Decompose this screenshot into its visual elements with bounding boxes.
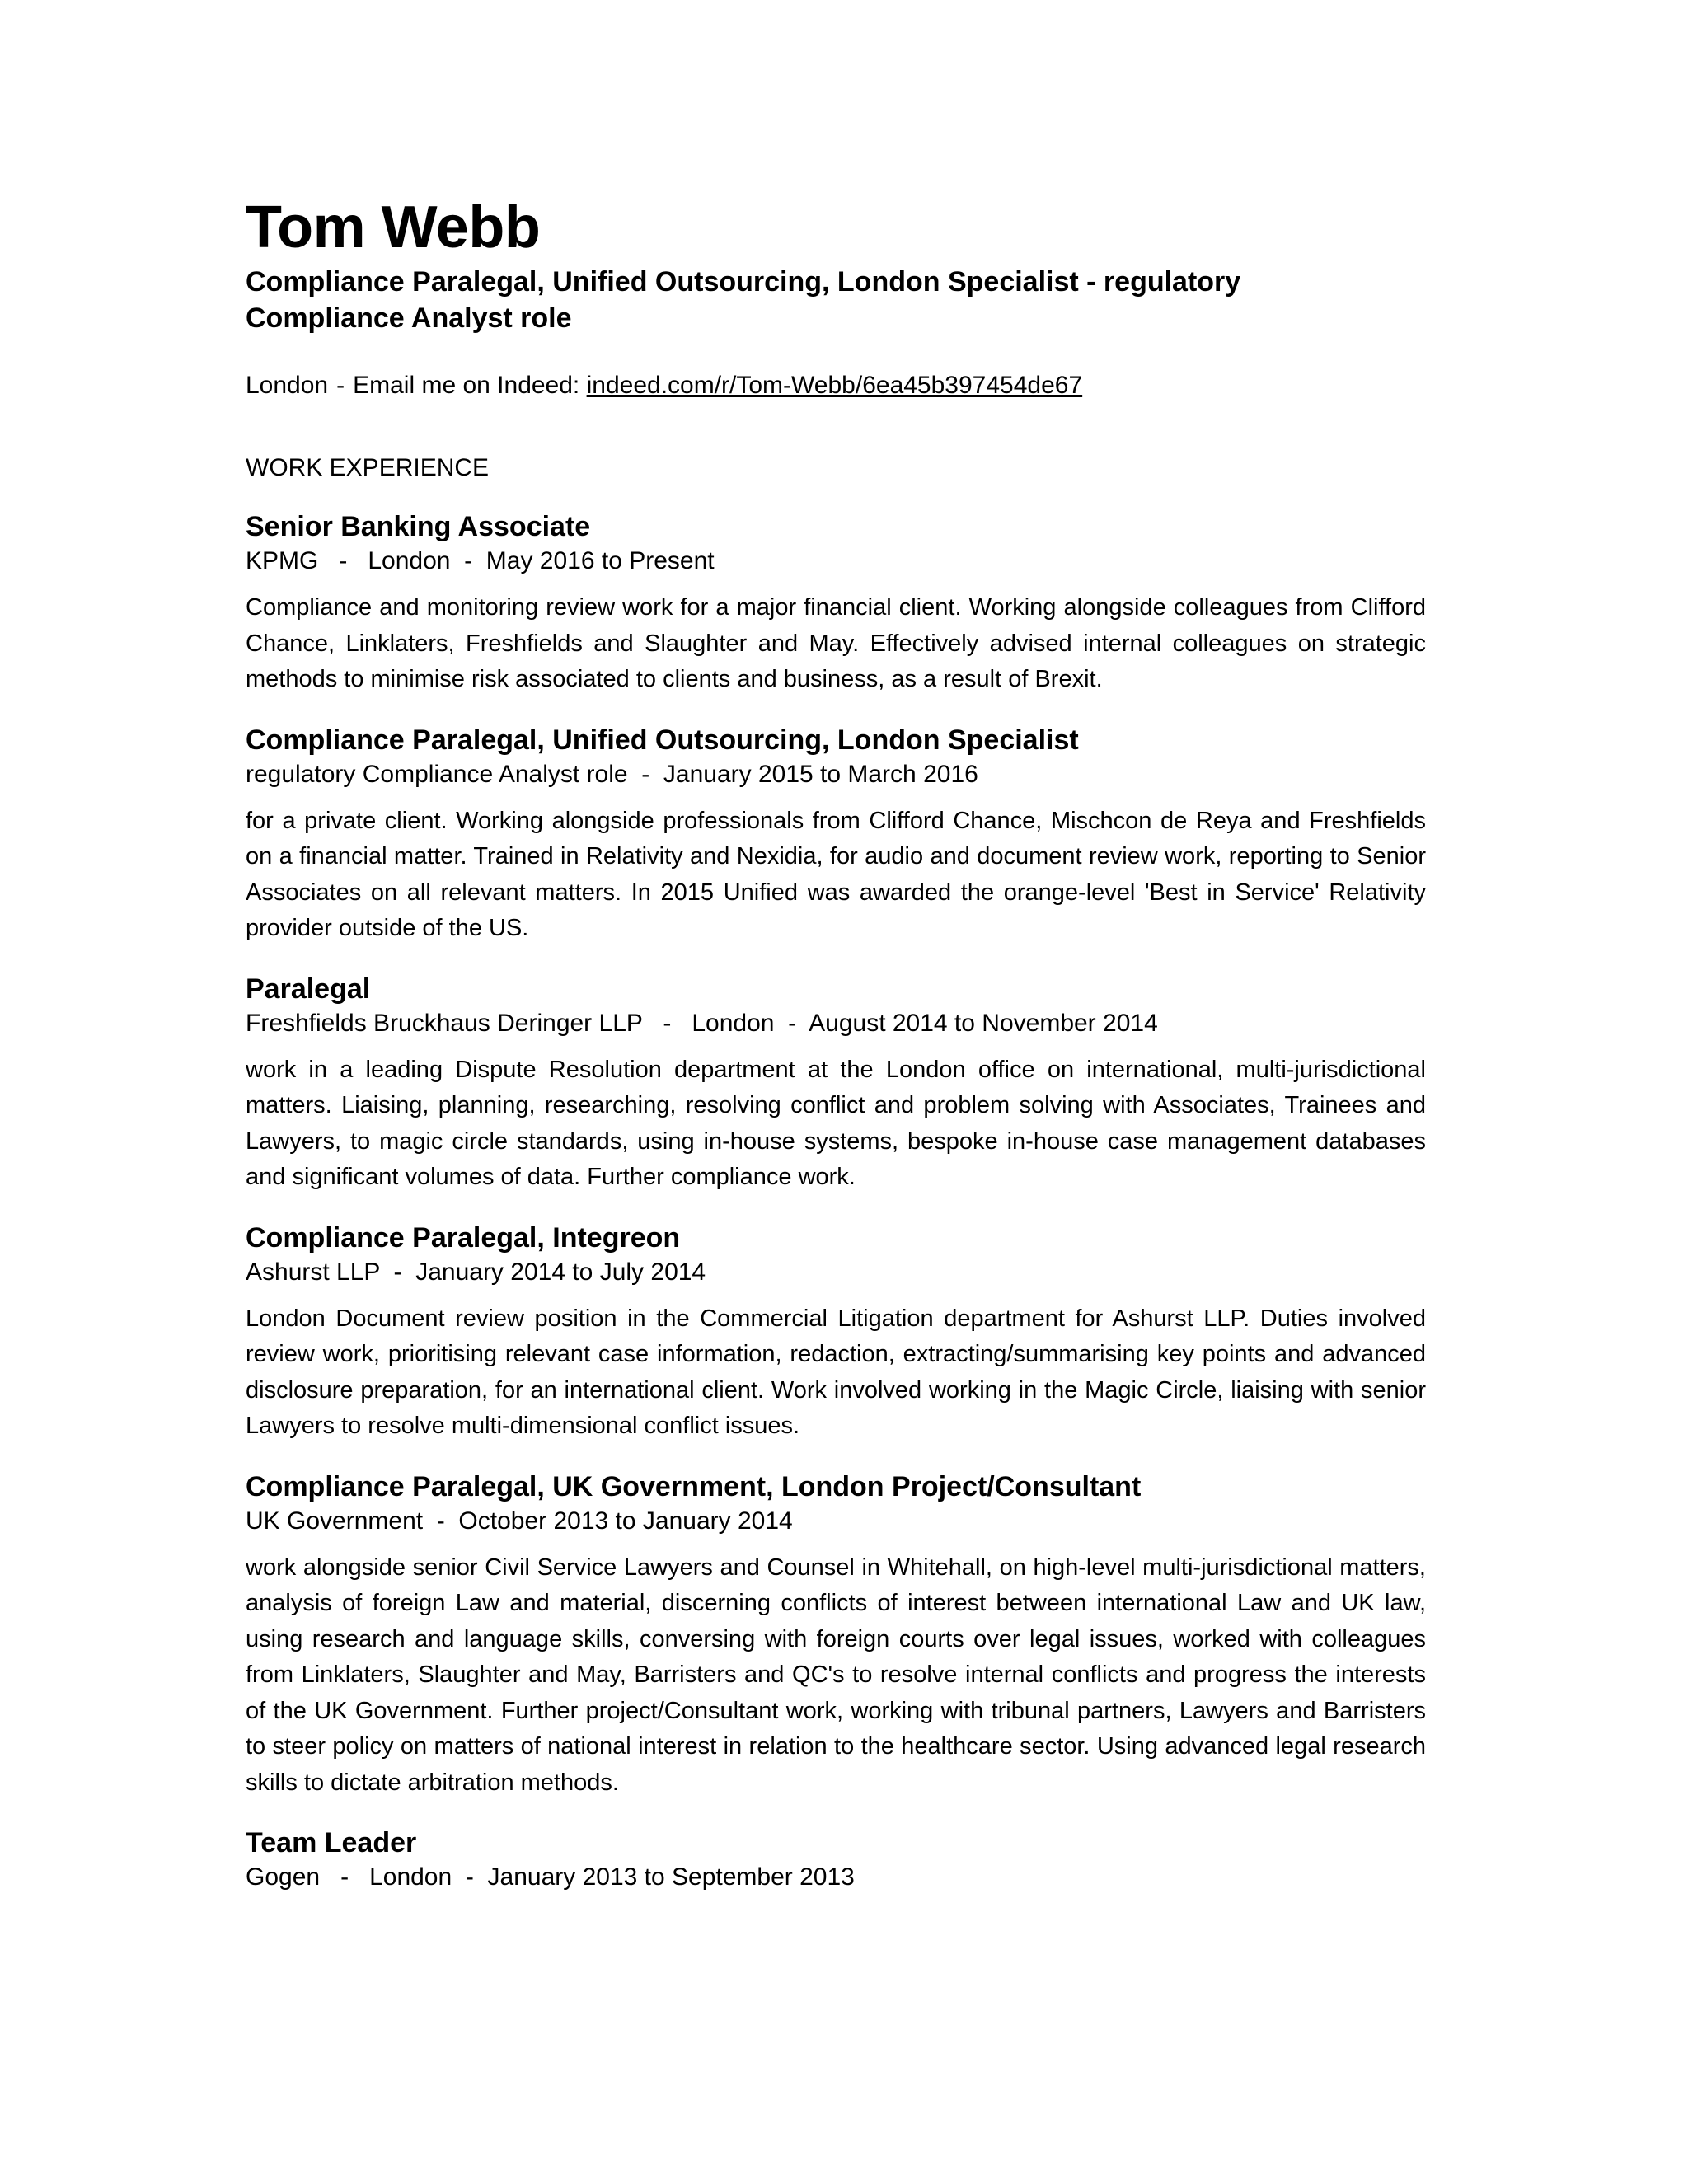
job-description: Compliance and monitoring review work for a major financial client. Working alongside colleagues from Clifford Chance, Linklaters, Freshfields and Slaughter and May. Effectively advised internal colleagues on strategic methods to minimise risk associated to clients and business, as a result of Brexit. [246,594,1426,692]
job-meta: regulatory Compliance Analyst role - January 2015 to March 2016 [246,760,978,788]
job-meta: UK Government - October 2013 to January 2014 [246,1507,793,1535]
job-title: Compliance Paralegal, Unified Outsourcing, London Specialist [246,724,1079,756]
location: London [246,372,329,399]
headline-line-2: Compliance Analyst role [246,302,572,334]
email-label: Email me on Indeed: [353,372,580,399]
section-title-work-experience: WORK EXPERIENCE [246,454,490,481]
job-meta: Gogen - London - January 2013 to September 2013 [246,1863,855,1891]
indeed-profile-link[interactable]: indeed.com/r/Tom-Webb/6ea45b397454de67 [586,372,1083,399]
job-title: Paralegal [246,972,371,1005]
contact-line [246,369,1426,402]
separator: - [336,372,345,399]
job-description: work in a leading Dispute Resolution department at the London office on international, multi-jurisdictional matters. Liaising, planning, researching, resolving conflict and problem solving with Associates, Trainees and Lawyers, to magic circle standards, using in-house systems, bespoke in-house case management databases and significant volumes of data. Further compliance work. [246,1056,1426,1190]
job-title: Senior Banking Associate [246,511,591,542]
resume-page [246,194,1426,1919]
job-description: work alongside senior Civil Service Lawyers and Counsel in Whitehall, on high-level multi-jurisdictional matters, analysis of foreign Law and material, discerning conflicts of interest between international Law and UK law, using research and language skills, conversing with foreign courts over legal issues, worked with colleagues from Linklaters, Slaughter and May, Barristers and QC's to resolve internal conflicts and progress the interests of the UK Government. Further project/Consultant work, working with tribunal partners, Lawyers and Barristers to steer policy on matters of national interest in relation to the healthcare sector. Using advanced legal research skills to dictate arbitration methods. [246,1554,1426,1796]
job-entry [246,1221,1426,1445]
job-meta: Ashurst LLP - January 2014 to July 2014 [246,1258,706,1286]
job-description: London Document review position in the Commercial Litigation department for Ashurst LLP. Duties involved review work, prioritising relevant case information, redaction, extracting/summarising key points and advanced disclosure preparation, for an international client. Work involved working in the Magic Circle, liaising with senior Lawyers to resolve multi-dimensional conflict issues. [246,1305,1426,1439]
headline-line-1: Compliance Paralegal, Unified Outsourcing, London Specialist - regulatory [246,266,1241,298]
job-entry [246,509,1426,698]
candidate-name: Tom Webb [246,194,541,260]
job-meta: Freshfields Bruckhaus Deringer LLP - London - August 2014 to November 2014 [246,1009,1158,1037]
job-meta: KPMG - London - May 2016 to Present [246,547,715,574]
job-entry [246,1469,1426,1802]
job-title: Compliance Paralegal, UK Government, London Project/Consultant [246,1470,1142,1502]
job-title: Team Leader [246,1827,417,1858]
job-entry [246,972,1426,1196]
job-entry [246,1825,1426,1895]
job-description: for a private client. Working alongside professionals from Clifford Chance, Mischcon de Reya and Freshfields on a financial matter. Trained in Relativity and Nexidia, for audio and document review work, reporting to Senior Associates on all relevant matters. In 2015 Unified was awarded the orange-level 'Best in Service' Relativity provider outside of the US. [246,807,1426,941]
job-title: Compliance Paralegal, Integreon [246,1221,681,1254]
job-entry [246,723,1426,947]
